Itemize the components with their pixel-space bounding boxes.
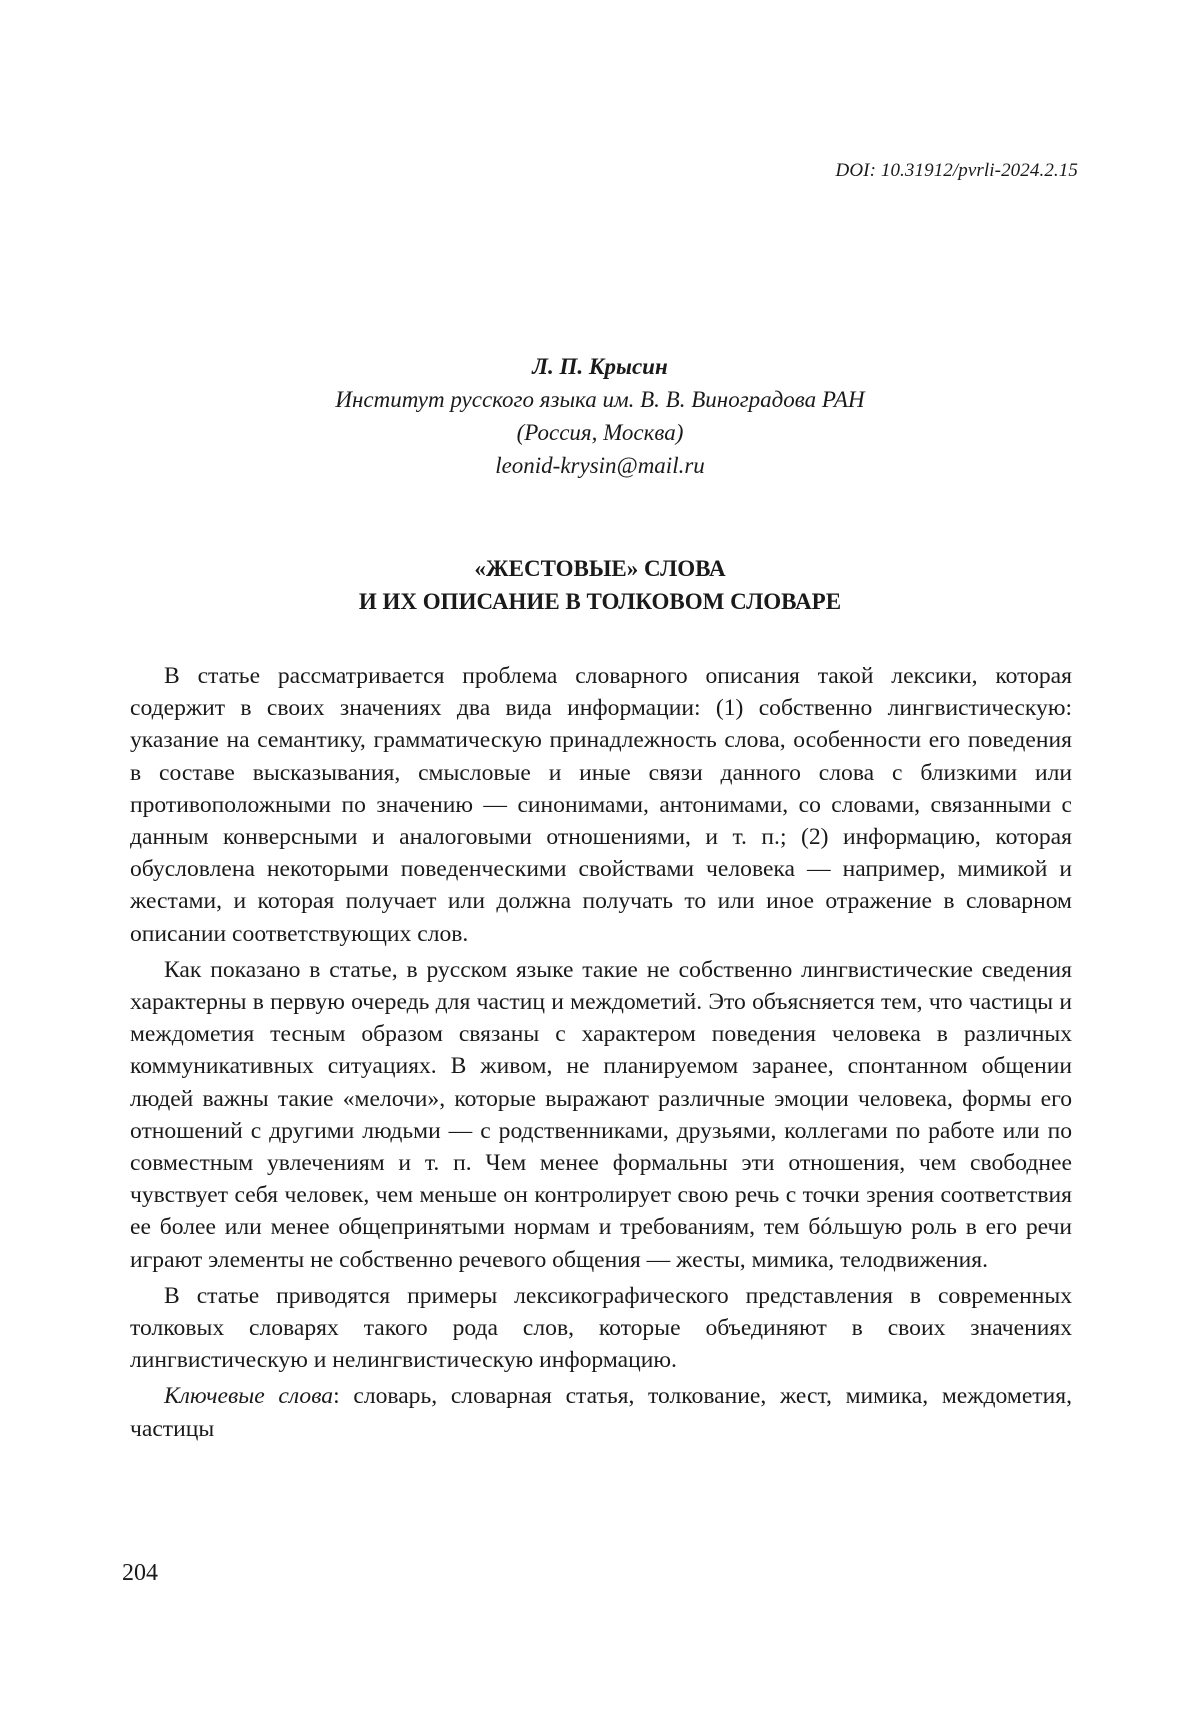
author-location: (Россия, Москва) [516, 420, 684, 445]
doi-line: DOI: 10.31912/pvrli-2024.2.15 [835, 160, 1078, 181]
author-affiliation: Институт русского языка им. В. В. Виноградова РАН [335, 387, 865, 412]
abstract-paragraph-1: В статье рассматривается проблема словарного описания такой лексики, которая содержит в своих значениях два вида информации: (1) собственно лингвистическую: указание на семантику, грамматическую принадлежность слова, особенности его поведения в составе высказывания, смысловые и иные связи данного слова с близкими или противоположными по значению — синонимами, антонимами, со словами, связанными с данным конверсными и аналоговыми отношениями, и т. п.; (2) информацию, которая обусловлена некоторыми поведенческими свойствами человека — например, мимикой и жестами, и которая получает или должна получать то или иное отражение в словарном описании соответствующих слов. [130, 663, 1072, 947]
page-number: 204 [122, 1560, 158, 1586]
title-line-2: И ИХ ОПИСАНИЕ В ТОЛКОВОМ СЛОВАРЕ [358, 589, 842, 614]
author-email: leonid-krysin@mail.ru [495, 453, 705, 478]
keywords-list: : словарь, словарная статья, толкование, жест, мимика, междометия, частицы [130, 1383, 1072, 1442]
keywords [130, 1380, 1072, 1444]
article-title [0, 552, 1200, 618]
keywords-label: Ключевые слова [164, 1383, 334, 1410]
abstract [130, 660, 1072, 1449]
author-block [0, 350, 1200, 482]
abstract-paragraph-2: Как показано в статье, в русском языке такие не собственно лингвистические сведения характерны в первую очередь для частиц и междометий. Это объясняется тем, что частицы и междометия тесным образом связаны с характером поведения человека в различных коммуникативных ситуациях. В живом, не планируемом заранее, спонтанном общении людей важны такие «мелочи», которые выражают различные эмоции человека, формы его отношений с другими людьми — с родственниками, друзьями, коллегами по работе или по совместным увлечениям и т. п. Чем менее формальны эти отношения, чем свободнее чувствует себя человек, чем меньше он контролирует свою речь с точки зрения соответствия ее более или менее общепринятыми нормам и требованиям, тем бóльшую роль в его речи играют элементы не собственно речевого общения — жесты, мимика, телодвижения. [130, 956, 1072, 1273]
author-name: Л. П. Крысин [532, 354, 668, 379]
abstract-paragraph-3: В статье приводятся примеры лексикографического представления в современных толковых словарях такого рода слов, которые объединяют в своих значениях лингвистическую и нелингвистическую информацию. [130, 1282, 1072, 1374]
title-line-1: «ЖЕСТОВЫЕ» СЛОВА [474, 556, 726, 581]
